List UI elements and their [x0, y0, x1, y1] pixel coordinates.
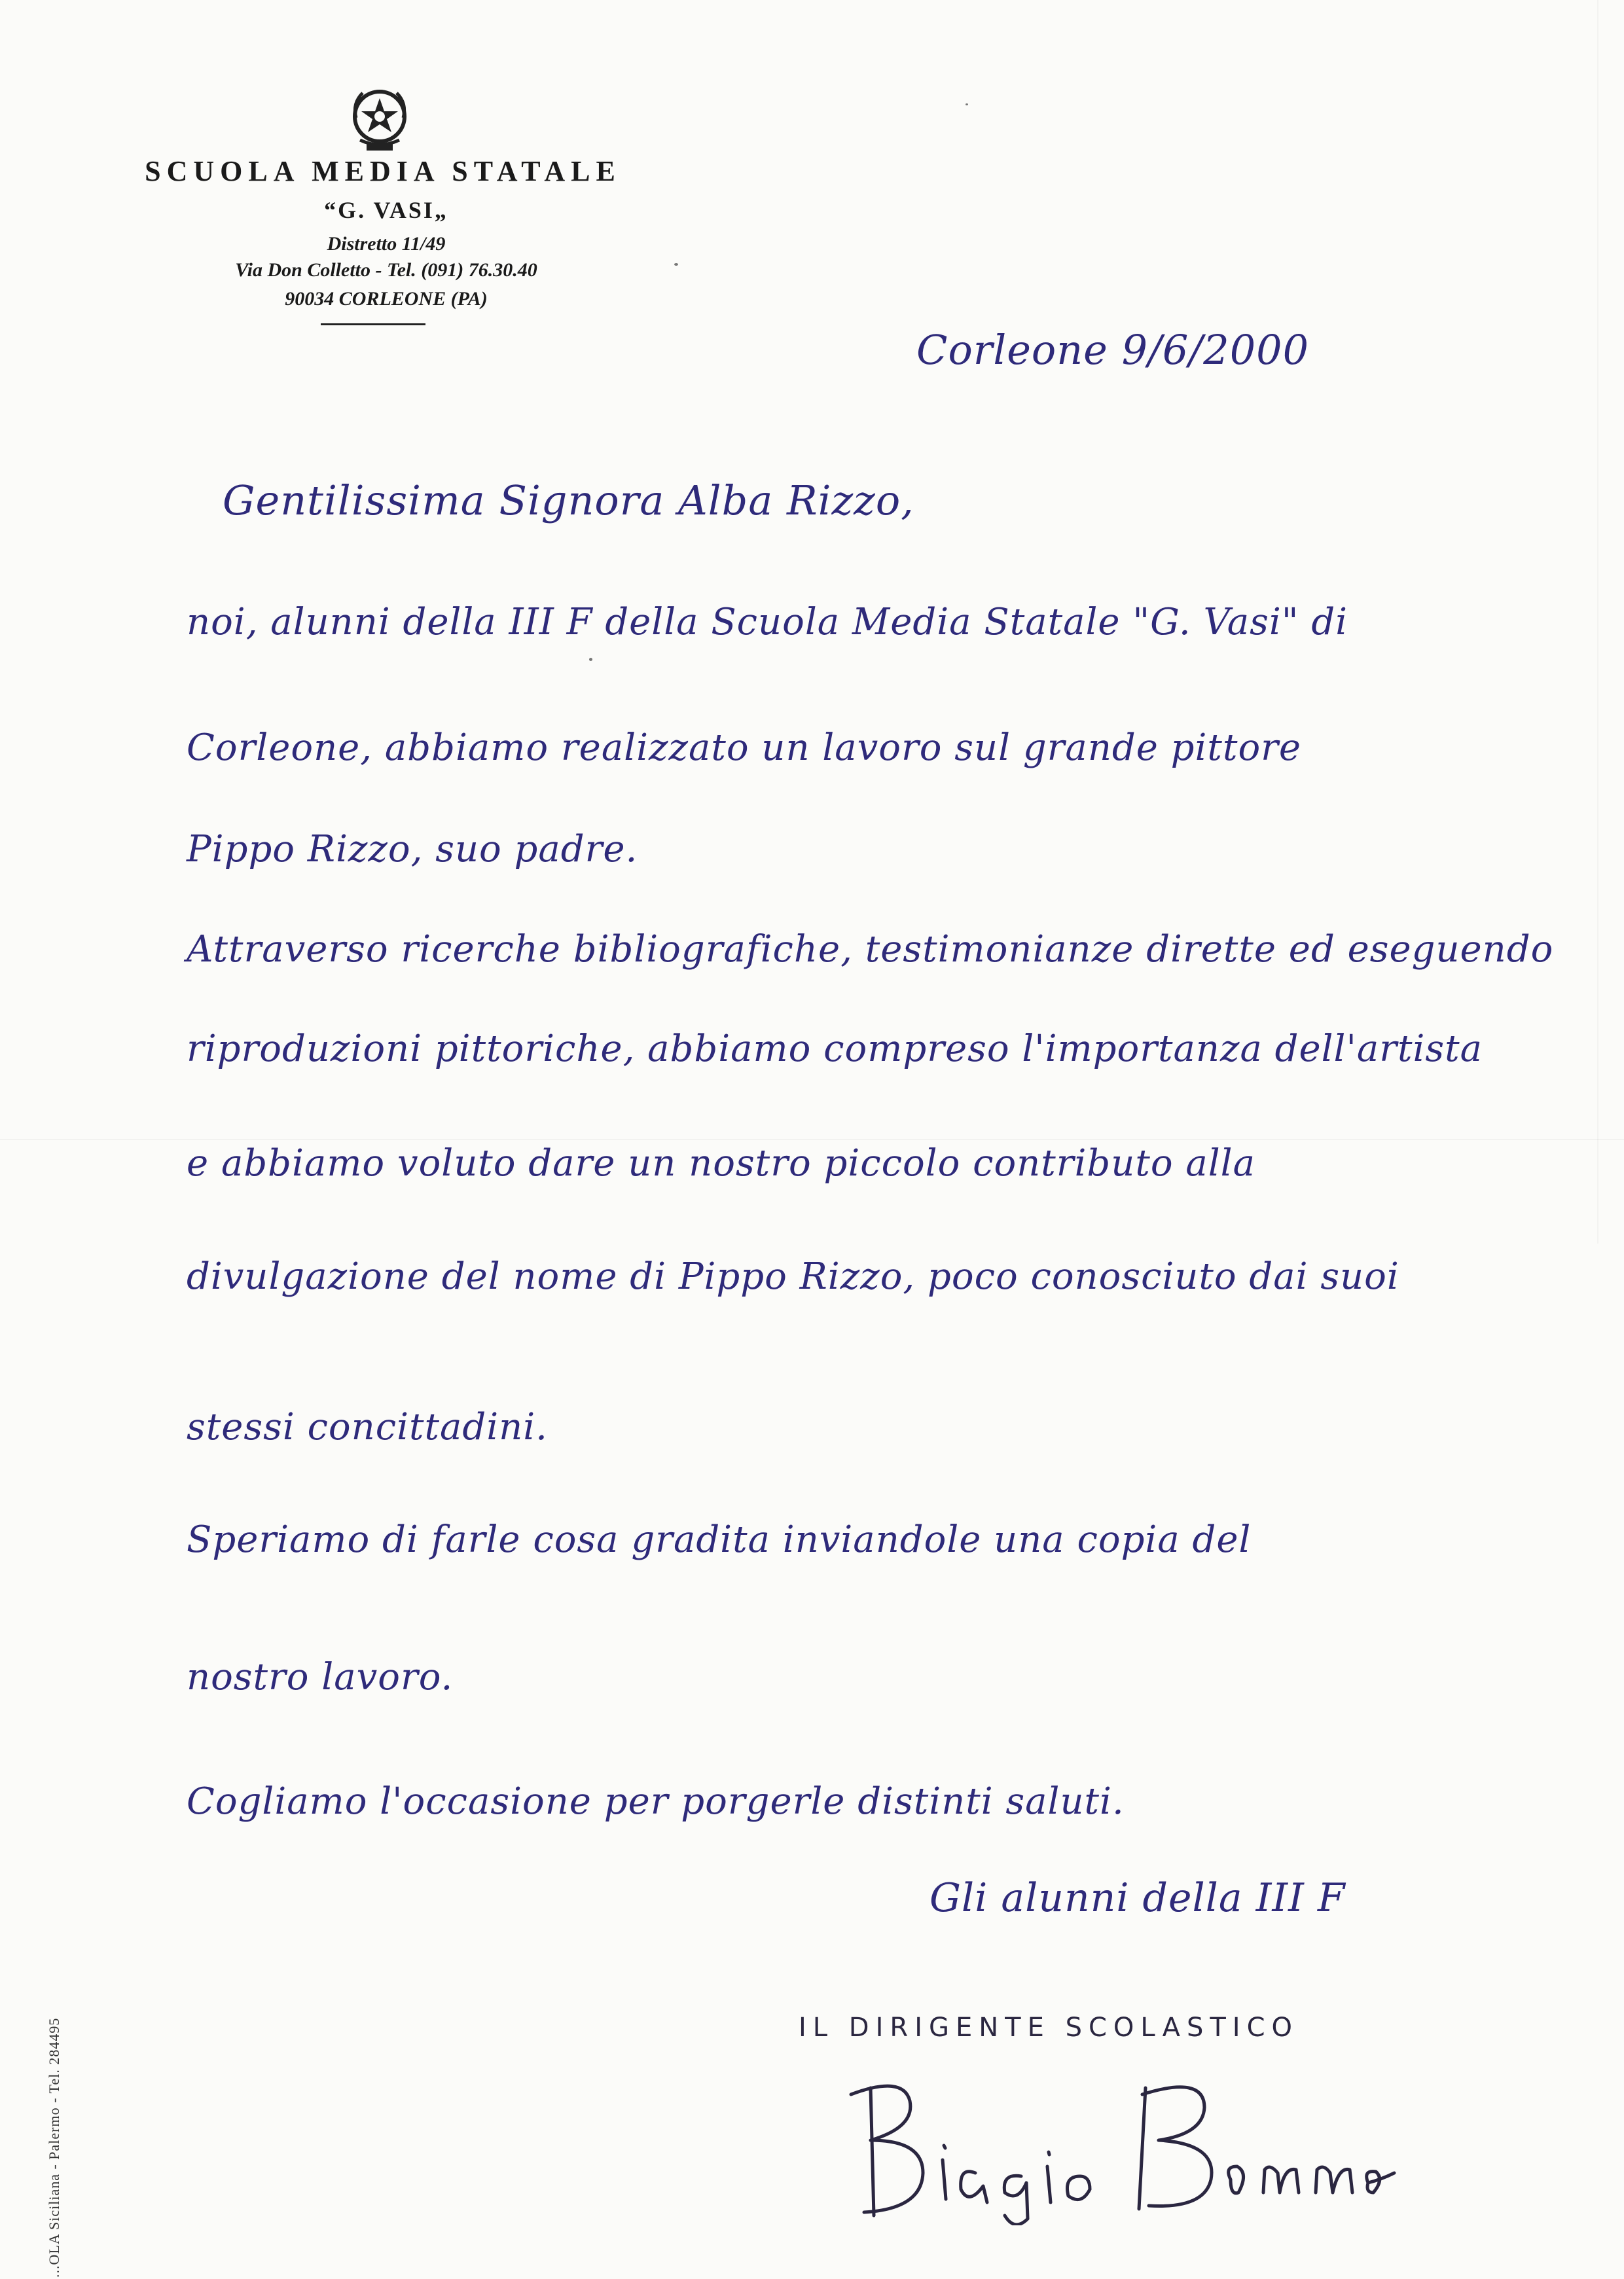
- fold-line: [0, 1139, 1624, 1140]
- letter-line: Speriamo di farle cosa gradita inviandole una copia del: [187, 1518, 1252, 1561]
- paper-speck: [674, 263, 678, 266]
- paper-speck: [965, 103, 968, 105]
- letter-line: noi, alunni della III F della Scuola Media Statale "G. Vasi" di: [187, 601, 1348, 643]
- principal-title: IL DIRIGENTE SCOLASTICO: [799, 2013, 1299, 2043]
- school-name: “G. VASI„: [324, 197, 448, 223]
- paper-speck: [589, 658, 592, 661]
- letter-line: riproduzioni pittoriche, abbiamo compreso l'importanza dell'artista: [187, 1028, 1483, 1070]
- letter-closing: Gli alunni della III F: [929, 1875, 1346, 1921]
- letter-line: nostro lavoro.: [187, 1656, 454, 1698]
- school-type: SCUOLA MEDIA STATALE: [145, 155, 621, 187]
- letter-line: Corleone, abbiamo realizzato un lavoro sul grande pittore: [187, 727, 1302, 769]
- fold-line-vertical: [1597, 0, 1598, 1244]
- letter-line: divulgazione del nome di Pippo Rizzo, poco conosciuto dai suoi: [187, 1255, 1399, 1298]
- letter-line: stessi concittadini.: [187, 1406, 548, 1448]
- letter-salutation: Gentilissima Signora Alba Rizzo,: [223, 476, 914, 524]
- school-address: Via Don Colletto - Tel. (091) 76.30.40: [235, 259, 537, 281]
- letter-line: Pippo Rizzo, suo padre.: [187, 828, 638, 870]
- letter-line: e abbiamo voluto dare un nostro piccolo contributo alla: [187, 1142, 1255, 1185]
- letter-line: Attraverso ricerche bibliografiche, testimonianze dirette ed eseguendo: [187, 928, 1554, 971]
- italian-republic-emblem-icon: [347, 84, 412, 157]
- school-district: Distretto 11/49: [327, 233, 446, 255]
- letter-date: Corleone 9/6/2000: [916, 326, 1310, 374]
- letterhead-divider: [321, 323, 425, 325]
- principal-signature: [812, 2068, 1414, 2225]
- school-city: 90034 CORLEONE (PA): [285, 288, 488, 310]
- letter-line: Cogliamo l'occasione per porgerle distinti saluti.: [187, 1780, 1125, 1823]
- printer-imprint-text: ...OLA Siciliana - Palermo - Tel. 284495: [46, 2017, 62, 2278]
- printer-imprint: [20, 1957, 62, 2278]
